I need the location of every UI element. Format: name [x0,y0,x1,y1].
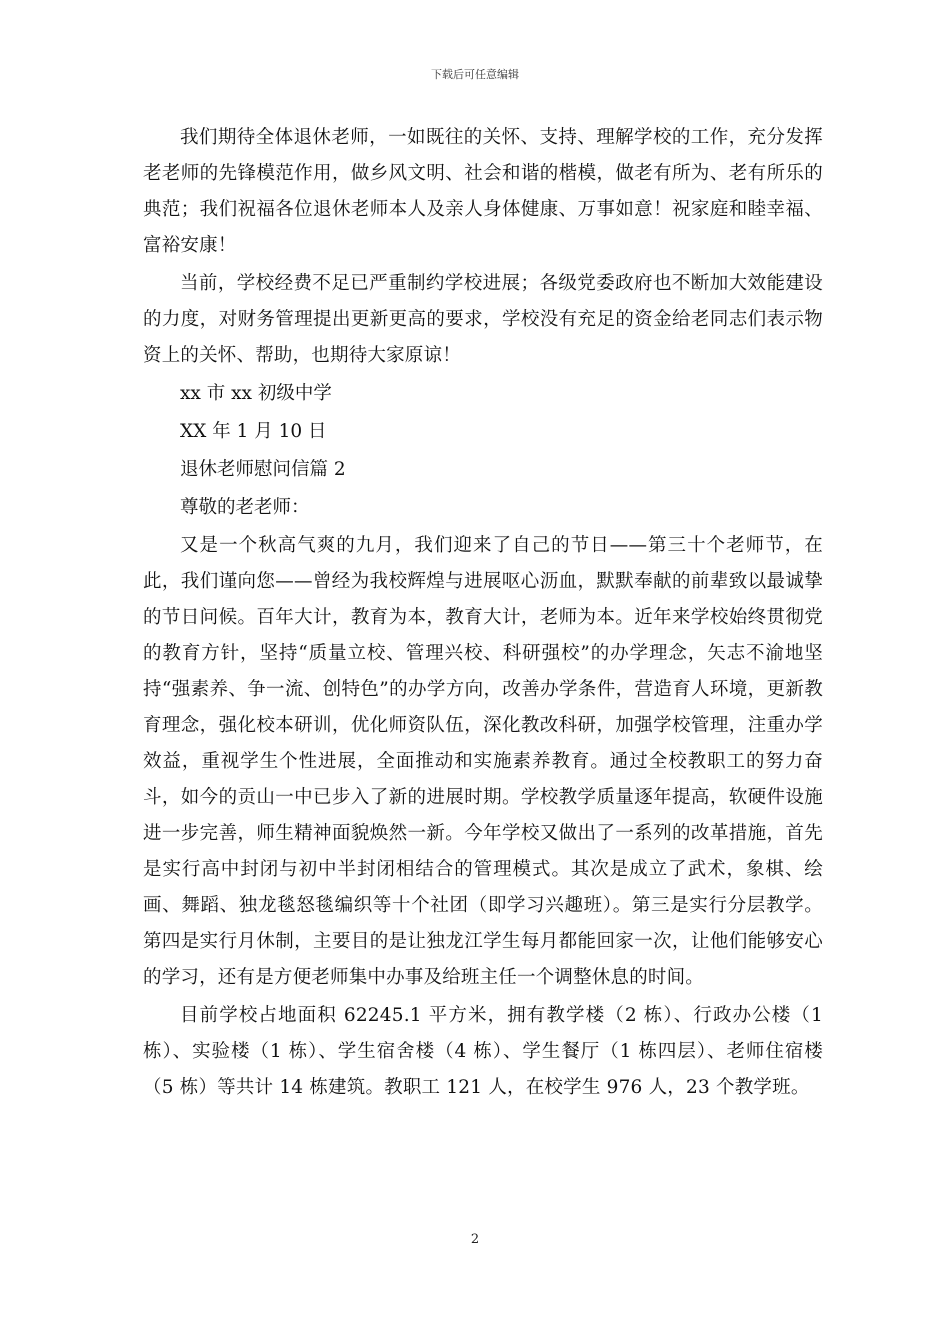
signature-date: XX 年 1 月 10 日 [180,421,327,442]
document-body [143,120,823,1108]
page-header: 下载后可任意编辑 [431,68,519,81]
paragraph: 又是一个秋高气爽的九月，我们迎来了自己的节日——第三十个老师节，在此，我们谨向您——曾经为我校辉煌与进展呕心沥血，默默奉献的前辈致以最诚挚的节日问候。百年大计，教育为本，教育大计，老师为本。近年来学校始终贯彻党的教育方针，坚持“质量立校、管理兴校、科研强校”的办学理念，矢志不渝地坚持“强素养、争一流、创特色”的办学方向，改善办学条件，营造育人环境，更新教育理念，强化校本研训，优化师资队伍，深化教改科研，加强学校管理，注重办学效益，重视学生个性进展，全面推动和实施素养教育。通过全校教职工的努力奋斗，如今的贡山一中已步入了新的进展时期。学校教学质量逐年提高，软硬件设施进一步完善，师生精神面貌焕然一新。今年学校又做出了一系列的改革措施，首先是实行高中封闭与初中半封闭相结合的管理模式。其次是成立了武术，象棋、绘画、舞蹈、独龙毯怒毯编织等十个社团（即学习兴趣班）。第三是实行分层教学。第四是实行月休制，主要目的是让独龙江学生每月都能回家一次，让他们能够安心的学习，还有是方便老师集中办事及给班主任一个调整休息的时间。 [143,535,823,988]
paragraph: 当前，学校经费不足已严重制约学校进展；各级党委政府也不断加大效能建设的力度，对财务管理提出更新更高的要求，学校没有充足的资金给老同志们表示物资上的关怀、帮助，也期待大家原谅！ [143,273,823,366]
signature-org: xx 市 xx 初级中学 [180,383,332,404]
section-title: 退休老师慰问信篇 2 [180,459,346,480]
page-number: 2 [470,1232,480,1247]
salutation: 尊敬的老老师： [180,497,310,518]
paragraph: 目前学校占地面积 62245.1 平方米，拥有教学楼（2 栋）、行政办公楼（1 栋）、实验楼（1 栋）、学生宿舍楼（4 栋）、学生餐厅（1 栋四层）、老师住宿楼（5 栋）等共计 14 栋建筑。教职工 121 人，在校学生 976 人，23 个教学班。 [143,1005,823,1098]
paragraph: 我们期待全体退休老师，一如既往的关怀、支持、理解学校的工作，充分发挥老老师的先锋模范作用，做乡风文明、社会和谐的楷模，做老有所为、老有所乐的典范；我们祝福各位退休老师本人及亲人身体健康、万事如意！祝家庭和睦幸福、富裕安康！ [143,127,823,256]
